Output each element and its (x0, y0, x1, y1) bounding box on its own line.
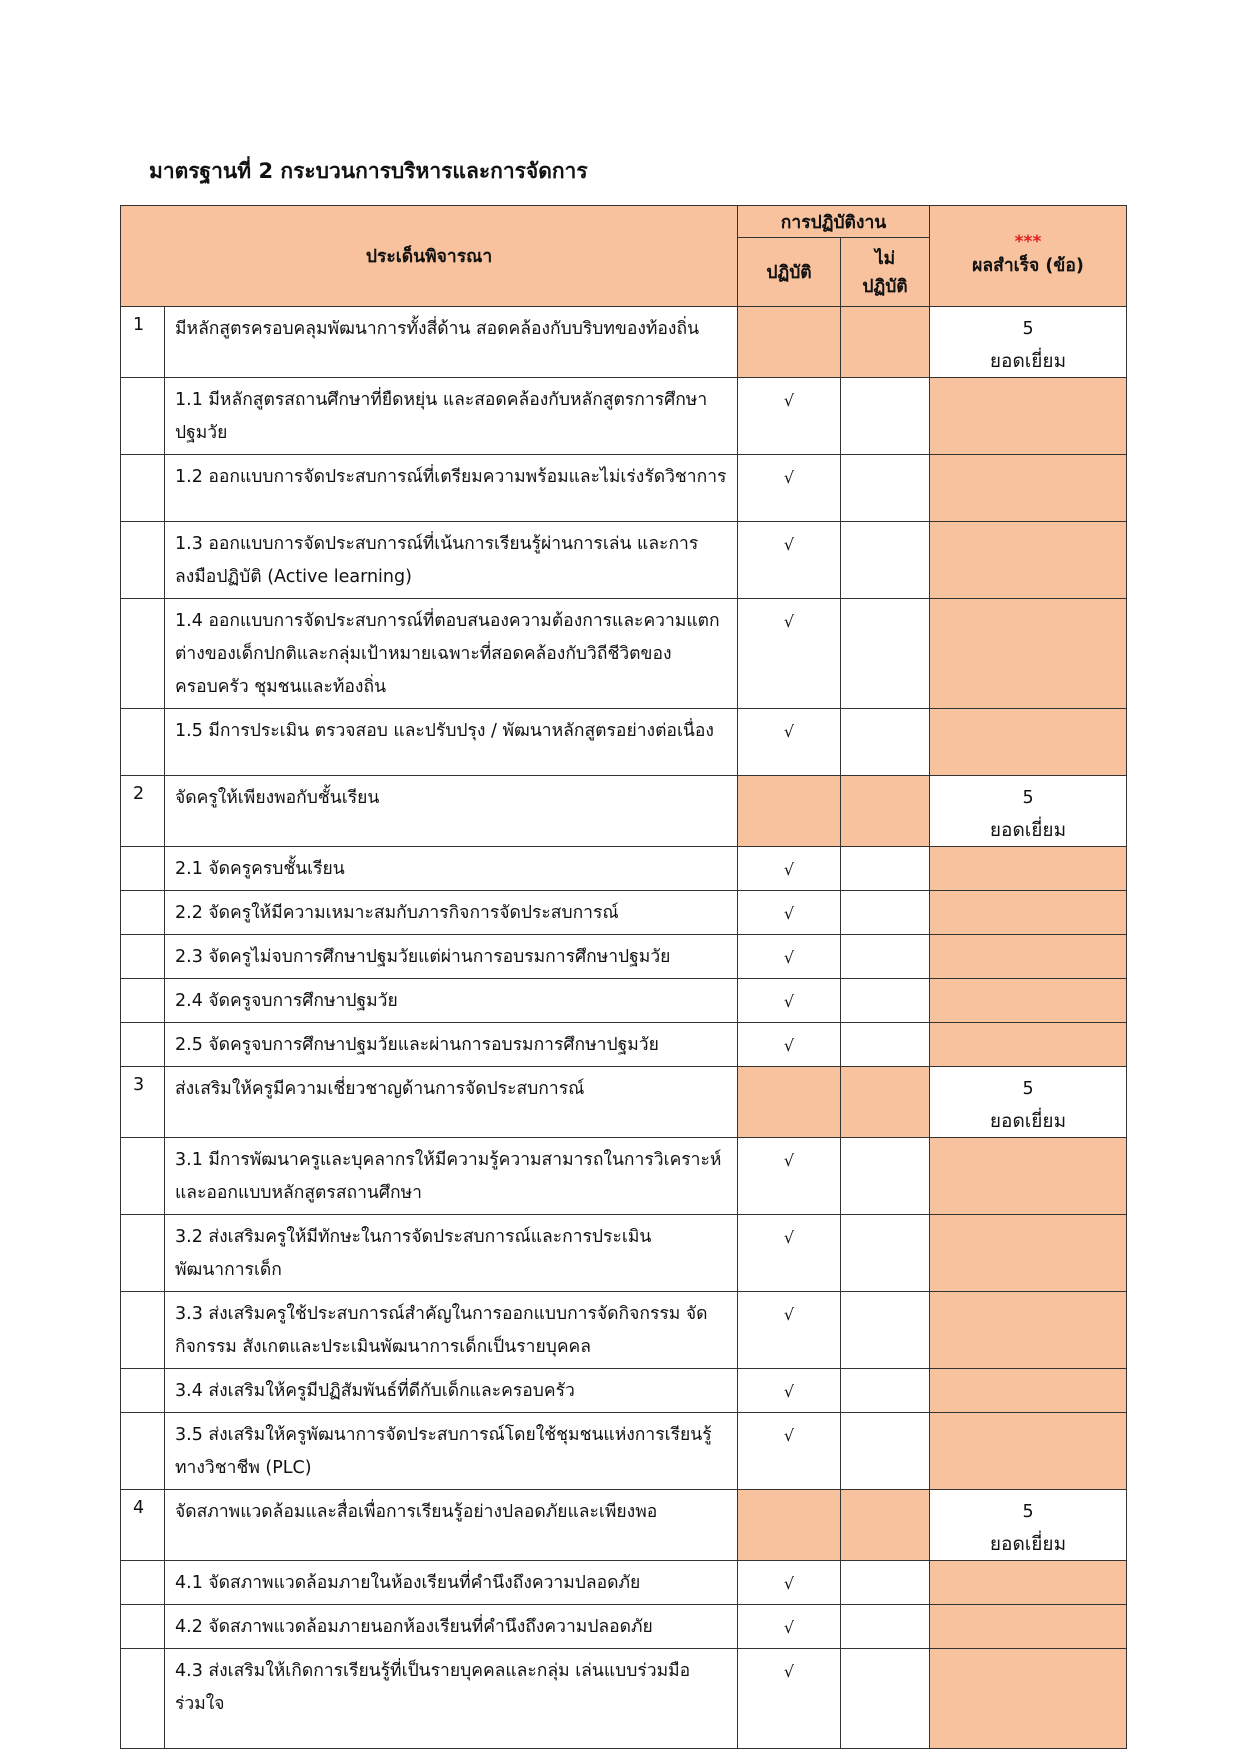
not-practiced-cell (841, 1649, 930, 1749)
result-level: ยอดเยี่ยม (989, 1110, 1067, 1132)
result-cell (930, 1369, 1127, 1413)
table-row (121, 1369, 1127, 1413)
header-result-cell (930, 206, 1127, 307)
check-mark-icon: √ (783, 1382, 795, 1401)
row-number (121, 1138, 165, 1215)
sub-criterion-text: 2.2 จัดครูให้มีความเหมาะสมกับภารกิจการจัดประสบการณ์ (165, 891, 738, 935)
result-cell (930, 847, 1127, 891)
practiced-cell (738, 1292, 841, 1369)
not-practiced-cell (841, 847, 930, 891)
result-cell (930, 979, 1127, 1023)
practiced-cell (738, 1023, 841, 1067)
sub-criterion-text: 4.2 จัดสภาพแวดล้อมภายนอกห้องเรียนที่คำนึงถึงความปลอดภัย (165, 1605, 738, 1649)
sub-criterion-text: 2.3 จัดครูไม่จบการศึกษาปฐมวัยแต่ผ่านการอบรมการศึกษาปฐมวัย (165, 935, 738, 979)
table-row (121, 1605, 1127, 1649)
practiced-cell (738, 1490, 841, 1561)
practiced-cell (738, 599, 841, 709)
table-row (121, 709, 1127, 776)
row-number (121, 1605, 165, 1649)
sub-criterion-text: 3.1 มีการพัฒนาครูและบุคลากรให้มีความรู้ความสามารถในการวิเคราะห์และออกแบบหลักสูตรสถานศึกษา (165, 1138, 738, 1215)
result-cell (930, 1138, 1127, 1215)
practiced-cell (738, 709, 841, 776)
result-cell (930, 1292, 1127, 1369)
practiced-cell (738, 1413, 841, 1490)
page-title: มาตรฐานที่ 2 กระบวนการบริหารและการจัดการ (149, 159, 588, 183)
result-score: 5 (1022, 1079, 1034, 1099)
result-cell (930, 455, 1127, 522)
not-practiced-cell (841, 1605, 930, 1649)
not-practiced-cell (841, 1561, 930, 1605)
sub-criterion-text: 1.1 มีหลักสูตรสถานศึกษาที่ยืดหยุ่น และสอดคล้องกับหลักสูตรการศึกษาปฐมวัย (165, 378, 738, 455)
sub-criterion-text: 1.3 ออกแบบการจัดประสบการณ์ที่เน้นการเรียนรู้ผ่านการเล่น และการลงมือปฏิบัติ (Active learning) (165, 522, 738, 599)
table-row (121, 847, 1127, 891)
result-level: ยอดเยี่ยม (989, 819, 1067, 841)
not-practiced-cell (841, 709, 930, 776)
criterion-text: มีหลักสูตรครอบคลุมพัฒนาการทั้งสี่ด้าน สอดคล้องกับบริบทของท้องถิ่น (165, 307, 738, 378)
table-row (121, 1023, 1127, 1067)
not-practiced-cell (841, 1215, 930, 1292)
practiced-cell (738, 1067, 841, 1138)
result-cell (930, 1067, 1127, 1138)
table-row (121, 1490, 1127, 1561)
table-row (121, 307, 1127, 378)
sub-criterion-text: 3.3 ส่งเสริมครูใช้ประสบการณ์สำคัญในการออกแบบการจัดกิจกรรม จัดกิจกรรม สังเกตและประเมินพัฒนาการเด็กเป็นรายบุคคล (165, 1292, 738, 1369)
result-cell (930, 599, 1127, 709)
row-number (121, 1369, 165, 1413)
sub-criterion-text: 3.4 ส่งเสริมให้ครูมีปฏิสัมพันธ์ที่ดีกับเด็กและครอบครัว (165, 1369, 738, 1413)
result-cell (930, 1215, 1127, 1292)
not-practiced-cell (841, 1490, 930, 1561)
check-mark-icon: √ (783, 992, 795, 1011)
practiced-cell (738, 1369, 841, 1413)
table-row (121, 1413, 1127, 1490)
result-cell (930, 378, 1127, 455)
result-score: 5 (1022, 1502, 1034, 1522)
row-number (121, 1215, 165, 1292)
row-number (121, 1561, 165, 1605)
result-cell (930, 307, 1127, 378)
table-row (121, 776, 1127, 847)
header-not-practiced-cell (841, 238, 930, 307)
table-row (121, 1067, 1127, 1138)
result-cell (930, 1490, 1127, 1561)
practiced-cell (738, 1649, 841, 1749)
not-practiced-cell (841, 378, 930, 455)
check-mark-icon: √ (783, 1036, 795, 1055)
not-practiced-cell (841, 776, 930, 847)
result-level: ยอดเยี่ยม (989, 350, 1067, 372)
header-practice-group: การปฏิบัติงาน (738, 206, 930, 238)
result-cell (930, 1413, 1127, 1490)
sub-criterion-text: 2.5 จัดครูจบการศึกษาปฐมวัยและผ่านการอบรมการศึกษาปฐมวัย (165, 1023, 738, 1067)
check-mark-icon: √ (783, 1618, 795, 1637)
table-row (121, 1138, 1127, 1215)
row-number (121, 935, 165, 979)
result-level: ยอดเยี่ยม (989, 1533, 1067, 1555)
sub-criterion-text: 3.5 ส่งเสริมให้ครูพัฒนาการจัดประสบการณ์โดยใช้ชุมชนแห่งการเรียนรู้ทางวิชาชีพ (PLC) (165, 1413, 738, 1490)
not-practiced-cell (841, 1138, 930, 1215)
check-mark-icon: √ (783, 612, 795, 631)
practiced-cell (738, 891, 841, 935)
practiced-cell (738, 979, 841, 1023)
header-result: ผลสำเร็จ (ข้อ) (972, 256, 1084, 276)
table-row (121, 599, 1127, 709)
check-mark-icon: √ (783, 1574, 795, 1593)
table-row (121, 979, 1127, 1023)
table-row (121, 891, 1127, 935)
header-consideration: ประเด็นพิจารณา (121, 206, 738, 307)
table-row (121, 378, 1127, 455)
table-row (121, 1649, 1127, 1749)
practiced-cell (738, 522, 841, 599)
check-mark-icon: √ (783, 1228, 795, 1247)
practiced-cell (738, 455, 841, 522)
check-mark-icon: √ (783, 948, 795, 967)
criterion-text: จัดครูให้เพียงพอกับชั้นเรียน (165, 776, 738, 847)
not-practiced-cell (841, 1292, 930, 1369)
check-mark-icon: √ (783, 1662, 795, 1681)
result-cell (930, 891, 1127, 935)
sub-criterion-text: 1.4 ออกแบบการจัดประสบการณ์ที่ตอบสนองความต้องการและความแตกต่างของเด็กปกติและกลุ่มเป้าหมายเฉพาะที่สอดคล้องกับวิถีชีวิตของครอบครัว ชุมชนและท้องถิ่น (165, 599, 738, 709)
result-cell (930, 1605, 1127, 1649)
sub-criterion-text: 4.1 จัดสภาพแวดล้อมภายในห้องเรียนที่คำนึงถึงความปลอดภัย (165, 1561, 738, 1605)
table-row (121, 522, 1127, 599)
row-number: 2 (121, 776, 165, 847)
row-number (121, 455, 165, 522)
result-cell (930, 935, 1127, 979)
practiced-cell (738, 307, 841, 378)
result-cell (930, 522, 1127, 599)
row-number (121, 522, 165, 599)
sub-criterion-text: 2.4 จัดครูจบการศึกษาปฐมวัย (165, 979, 738, 1023)
check-mark-icon: √ (783, 535, 795, 554)
assessment-table (120, 205, 1127, 1749)
not-practiced-cell (841, 1413, 930, 1490)
result-score: 5 (1022, 788, 1034, 808)
table-row (121, 1561, 1127, 1605)
row-number (121, 1649, 165, 1749)
sub-criterion-text: 1.5 มีการประเมิน ตรวจสอบ และปรับปรุง / พัฒนาหลักสูตรอย่างต่อเนื่อง (165, 709, 738, 776)
not-practiced-cell (841, 891, 930, 935)
not-practiced-cell (841, 522, 930, 599)
check-mark-icon: √ (783, 1305, 795, 1324)
row-number (121, 891, 165, 935)
sub-criterion-text: 2.1 จัดครูครบชั้นเรียน (165, 847, 738, 891)
table-row (121, 935, 1127, 979)
result-cell (930, 1649, 1127, 1749)
header-not-practiced-line1: ไม่ (874, 249, 896, 269)
criterion-text: ส่งเสริมให้ครูมีความเชี่ยวชาญด้านการจัดประสบการณ์ (165, 1067, 738, 1138)
sub-criterion-text: 1.2 ออกแบบการจัดประสบการณ์ที่เตรียมความพร้อมและไม่เร่งรัดวิชาการ (165, 455, 738, 522)
table-row (121, 1292, 1127, 1369)
row-number (121, 709, 165, 776)
row-number (121, 1292, 165, 1369)
not-practiced-cell (841, 979, 930, 1023)
check-mark-icon: √ (783, 1426, 795, 1445)
not-practiced-cell (841, 307, 930, 378)
table-body (121, 307, 1127, 1749)
table-row (121, 455, 1127, 522)
practiced-cell (738, 1138, 841, 1215)
row-number (121, 378, 165, 455)
practiced-cell (738, 378, 841, 455)
not-practiced-cell (841, 935, 930, 979)
practiced-cell (738, 935, 841, 979)
row-number (121, 1023, 165, 1067)
result-cell (930, 1023, 1127, 1067)
not-practiced-cell (841, 1023, 930, 1067)
row-number (121, 847, 165, 891)
header-practiced: ปฏิบัติ (738, 238, 841, 307)
check-mark-icon: √ (783, 468, 795, 487)
check-mark-icon: √ (783, 860, 795, 879)
practiced-cell (738, 776, 841, 847)
result-cell (930, 1561, 1127, 1605)
sub-criterion-text: 4.3 ส่งเสริมให้เกิดการเรียนรู้ที่เป็นรายบุคคลและกลุ่ม เล่นแบบร่วมมือร่วมใจ (165, 1649, 738, 1749)
row-number: 4 (121, 1490, 165, 1561)
result-cell (930, 776, 1127, 847)
practiced-cell (738, 1561, 841, 1605)
not-practiced-cell (841, 1067, 930, 1138)
row-number: 1 (121, 307, 165, 378)
row-number (121, 599, 165, 709)
not-practiced-cell (841, 1369, 930, 1413)
check-mark-icon: √ (783, 391, 795, 410)
practiced-cell (738, 847, 841, 891)
practiced-cell (738, 1605, 841, 1649)
check-mark-icon: √ (783, 904, 795, 923)
table-row (121, 1215, 1127, 1292)
check-mark-icon: √ (783, 722, 795, 741)
sub-criterion-text: 3.2 ส่งเสริมครูให้มีทักษะในการจัดประสบการณ์และการประเมินพัฒนาการเด็ก (165, 1215, 738, 1292)
not-practiced-cell (841, 455, 930, 522)
row-number (121, 979, 165, 1023)
header-not-practiced-line2: ปฏิบัติ (862, 277, 908, 297)
result-cell (930, 709, 1127, 776)
row-number (121, 1413, 165, 1490)
criterion-text: จัดสภาพแวดล้อมและสื่อเพื่อการเรียนรู้อย่างปลอดภัยและเพียงพอ (165, 1490, 738, 1561)
practiced-cell (738, 1215, 841, 1292)
row-number: 3 (121, 1067, 165, 1138)
check-mark-icon: √ (783, 1151, 795, 1170)
result-score: 5 (1022, 319, 1034, 339)
header-stars: *** (1014, 232, 1042, 252)
not-practiced-cell (841, 599, 930, 709)
